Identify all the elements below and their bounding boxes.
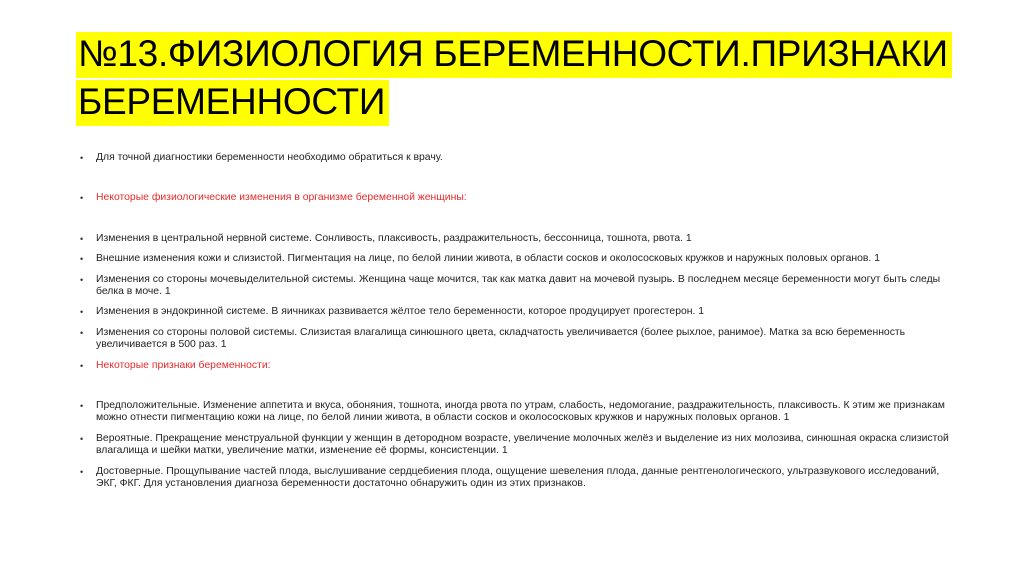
- slide-title-line-1: №13.ФИЗИОЛОГИЯ БЕРЕМЕННОСТИ.ПРИЗНАКИ: [76, 32, 952, 78]
- bullet-skin-changes: • Внешние изменения кожи и слизистой. Пигментация на лице, по белой линии живота, в области сосков и околососковых кружков и наружных половых органов. 1: [80, 253, 950, 265]
- bullet-reproductive-changes: • Изменения со стороны половой системы. Слизистая влагалища синюшного цвета, складчатость увеличивается (более рыхлое, ранимое). Матка за всю беременность увеличивается в 500 раз. 1: [80, 327, 950, 352]
- slide-title-line-2: БЕРЕМЕННОСТИ: [76, 80, 389, 126]
- slide-content-list: [80, 152, 950, 491]
- bullet-endocrine-changes: • Изменения в эндокринной системе. В яичниках развивается жёлтое тело беременности, которое продуцирует прогестерон. 1: [80, 306, 950, 318]
- slide-title: [76, 32, 952, 126]
- bullet-heading-physiological-changes: • Некоторые физиологические изменения в организме беременной женщины:: [80, 192, 950, 204]
- bullet-heading-signs: • Некоторые признаки беременности:: [80, 360, 950, 372]
- bullet-cns-changes: • Изменения в центральной нервной системе. Сонливость, плаксивость, раздражительность, бессонница, тошнота, рвота. 1: [80, 233, 950, 245]
- bullet-intro: • Для точной диагностики беременности необходимо обратиться к врачу.: [80, 152, 950, 164]
- bullet-probable-signs: • Вероятные. Прекращение менструальной функции у женщин в детородном возрасте, увеличение молочных желёз и выделение из них молозива, синюшная окраска слизистой влагалища и шейки матки, увеличение матки, изменение её формы, консистенции. 1: [80, 433, 950, 458]
- bullet-presumptive-signs: • Предположительные. Изменение аппетита и вкуса, обоняния, тошнота, иногда рвота по утрам, слабость, недомогание, раздражительность, плаксивость. К этим же признакам можно отнести пигментацию кожи на лице, по белой линии живота, в области сосков и околососковых кружков и наружных половых органов. 1: [80, 400, 950, 425]
- bullet-urinary-changes: • Изменения со стороны мочевыделительной системы. Женщина чаще мочится, так как матка давит на мочевой пузырь. В последнем месяце беременности могут быть следы белка в моче. 1: [80, 274, 950, 299]
- bullet-definite-signs: • Достоверные. Прощупывание частей плода, выслушивание сердцебиения плода, ощущение шевеления плода, данные рентгенологического, ультразвукового исследований, ЭКГ, ФКГ. Для установления диагноза беременности достаточно обнаружить один из этих признаков.: [80, 466, 950, 491]
